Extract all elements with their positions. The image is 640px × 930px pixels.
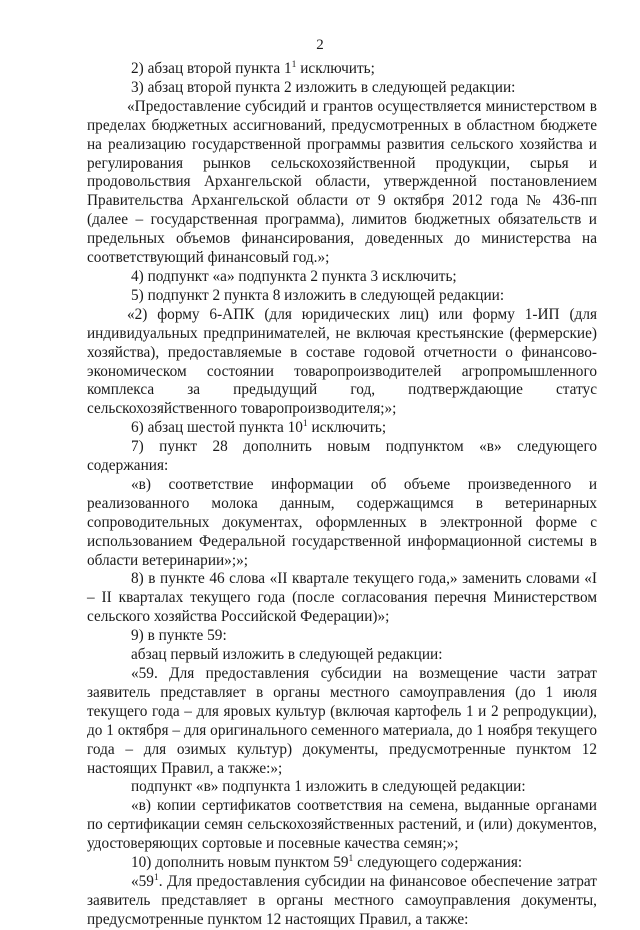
text-run: абзац первый изложить в следующей редакции:: [131, 646, 443, 664]
text-run: «59: [131, 872, 154, 890]
item-8-paragraph: [87, 570, 597, 627]
page-number: 2: [316, 37, 324, 53]
item-7-paragraph: [87, 438, 597, 476]
text-run: подпункт «в» подпункта 1 изложить в следующей редакции:: [131, 778, 526, 796]
superscript: 1: [302, 419, 308, 430]
text-run: «2) форму 6-АПК (для юридических лиц) или форму 1-ИП (для индивидуальных предпринимателей, не включая крестьянские (фермерские) хозяйства), предоставляемые в составе годовой отчетности о финансово-экономическом состоянии товаропроизводителей агропромышленного комплекса за предыдущий год, подтверждающие статус сельскохозяйственного товаропроизводителя;»;: [87, 305, 597, 418]
milk-data-paragraph: [87, 476, 597, 571]
subpoint-v-note: [87, 778, 597, 797]
document-body: [87, 60, 597, 930]
item-2-paragraph: [87, 60, 597, 79]
point-59-paragraph: [87, 665, 597, 778]
quoted-provision-paragraph: [87, 98, 597, 268]
item-3-paragraph: [87, 79, 597, 98]
item-4-paragraph: [87, 268, 597, 287]
form-6-apk-paragraph: [87, 306, 597, 419]
text-run: следующего содержания:: [353, 854, 523, 872]
text-run: 10) дополнить новым пунктом 59: [131, 854, 349, 872]
text-run: 9) в пункте 59:: [131, 627, 227, 645]
text-run: . Для предоставления субсидии на финансовое обеспечение затрат заявитель представляет в органы местного самоуправления документы, предусмотренные пунктом 12 настоящих Правил, а также:: [87, 872, 597, 928]
text-run: 3) абзац второй пункта 2 изложить в следующей редакции:: [131, 78, 516, 96]
superscript: 1: [153, 872, 159, 883]
text-run: 2) абзац второй пункта 1: [131, 60, 292, 77]
text-run: «в) копии сертификатов соответствия на семена, выданные органами по сертификации семян сельскохозяйственных растений, и (или) документов, удостоверяющих сортовые и посевные качества семян;»;: [87, 797, 597, 853]
point-59-1-paragraph: [87, 873, 597, 930]
text-run: исключить;: [296, 60, 375, 77]
text-run: «59. Для предоставления субсидии на возмещение части затрат заявитель представляет в органы местного самоуправления (до 1 июля текущего года – для яровых культур (включая картофель 1 и 2 репродукции), до 1 октября – для оригинального семенного материала, до 1 ноября текущего года – для озимых культур) документы, предусмотренные пунктом 12 настоящих Правил, а также:»;: [87, 665, 597, 777]
item-5-paragraph: [87, 287, 597, 306]
text-run: 7) пункт 28 дополнить новым подпунктом «в» следующего содержания:: [87, 438, 597, 475]
text-run: «Предоставление субсидий и грантов осуществляется министерством в пределах бюджетных ассигнований, предусмотренных в областном бюджете на реализацию государственной программы развития сельского хозяйства и регулирования рынков сельскохозяйственной продукции, сырья и продовольствия Архангельской области, утвержденной постановлением Правительства Архангельской области от 9 октября 2012 года № 436-пп (далее – государственная программа), лимитов бюджетных обязательств и предельных объемов финансирования, доведенных до министерства на соответствующий финансовый год.»;: [87, 97, 597, 267]
text-run: исключить;: [307, 419, 387, 437]
superscript: 1: [291, 60, 297, 70]
certificates-paragraph: [87, 797, 597, 854]
item-9-paragraph: [87, 627, 597, 646]
superscript: 1: [348, 854, 354, 865]
text-run: «в) соответствие информации об объеме произведенного и реализованного молока данным, содержащимся в ветеринарных сопроводительных документах, оформленных в электронной форме с использованием Федеральной государственной информационной системы в области ветеринарии»;»;: [87, 475, 597, 569]
item-6-paragraph: [87, 419, 597, 438]
text-run: 5) подпункт 2 пункта 8 изложить в следующей редакции:: [131, 286, 505, 304]
text-run: 4) подпункт «а» подпункта 2 пункта 3 исключить;: [131, 267, 457, 285]
first-paragraph-note: [87, 646, 597, 665]
text-run: 6) абзац шестой пункта 10: [131, 419, 303, 437]
text-run: 8) в пункте 46 слова «II квартале текущего года,» заменить словами «I – II кварталах текущего года (после согласования перечня Министерством сельского хозяйства Российской Федерации)»;: [87, 570, 597, 626]
item-10-paragraph: [87, 854, 597, 873]
